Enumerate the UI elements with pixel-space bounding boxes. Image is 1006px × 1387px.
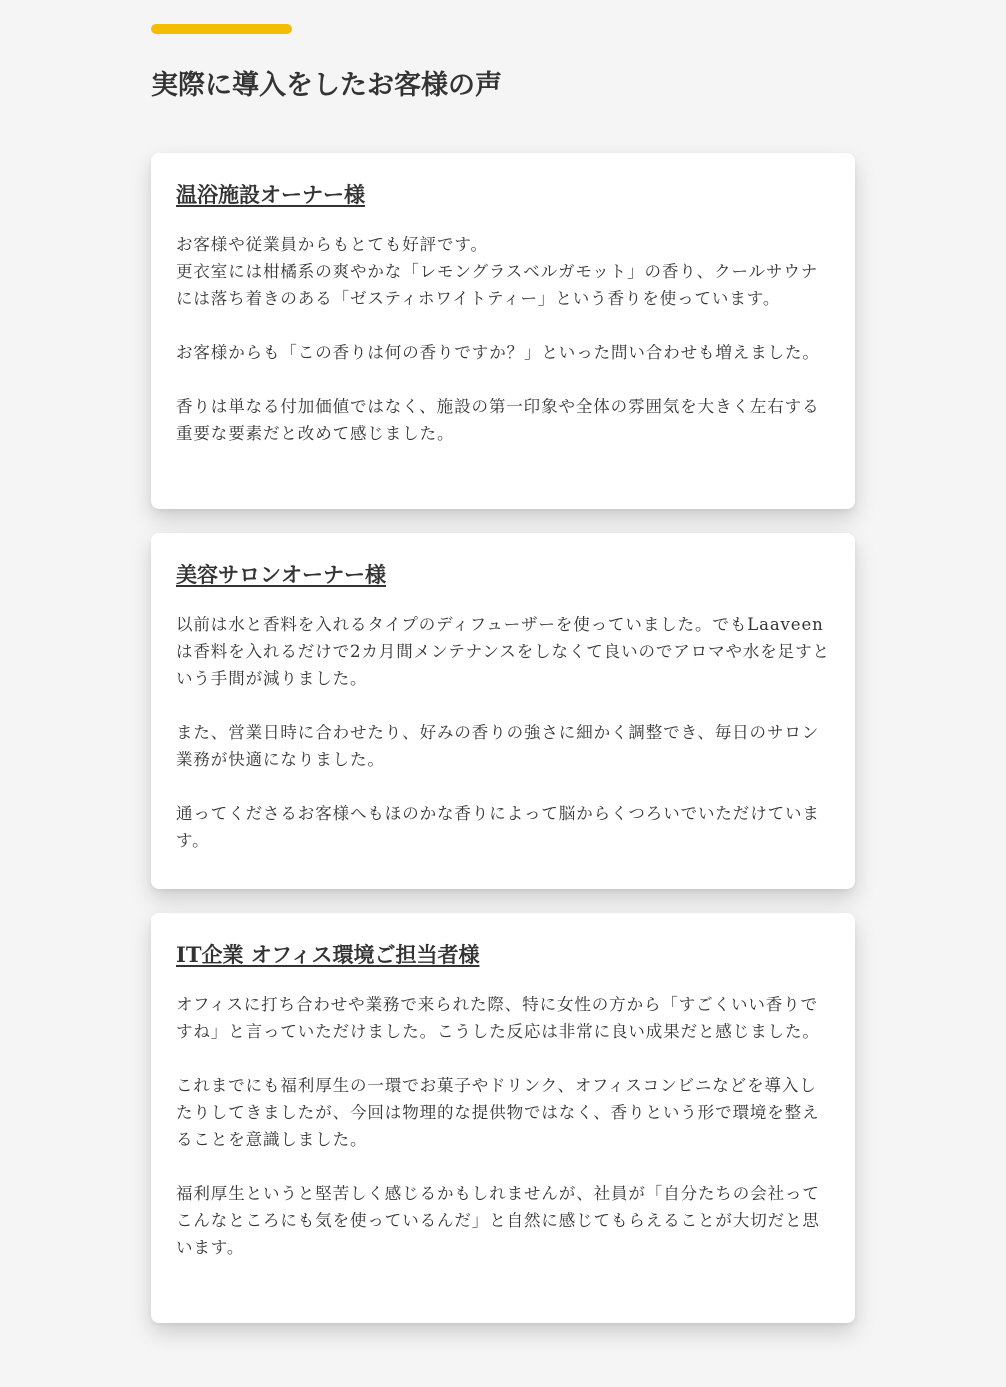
testimonial-paragraph: お客様や従業員からもとても好評です。 更衣室には柑橘系の爽やかな「レモングラスベルガモット」の香り、クールサウナには落ち着きのある「ゼスティホワイトティー」という香りを使っています。 (176, 235, 819, 308)
testimonial-body (176, 611, 830, 854)
testimonial-paragraph: オフィスに打ち合わせや業務で来られた際、特に女性の方から「すごくいい香りですね」と言っていただけました。こうした反応は非常に良い成果だと感じました。 (176, 995, 820, 1041)
testimonial-title: 温浴施設オーナー様 (176, 182, 365, 207)
testimonial-paragraph: お客様からも「この香りは何の香りですか？」といった問い合わせも増えました。 (176, 343, 820, 362)
testimonial-card (151, 913, 855, 1323)
testimonial-paragraph: これまでにも福利厚生の一環でお菓子やドリンク、オフィスコンビニなどを導入したりしてきましたが、今回は物理的な提供物ではなく、香りという形で環境を整えることを意識しました。 (176, 1076, 820, 1149)
testimonial-paragraph: また、営業日時に合わせたり、好みの香りの強さに細かく調整でき、毎日のサロン業務が快適になりました。 (176, 723, 820, 769)
section-accent-bar (151, 24, 292, 34)
testimonial-title: IT企業 オフィス環境ご担当者様 (176, 942, 480, 967)
testimonial-paragraph: 福利厚生というと堅苦しく感じるかもしれませんが、社員が「自分たちの会社ってこんなところにも気を使っているんだ」と自然に感じてもらえることが大切だと思います。 (176, 1184, 820, 1257)
testimonial-paragraph: 以前は水と香料を入れるタイプのディフューザーを使っていました。でもLaaveenは香料を入れるだけで2カ月間メンテナンスをしなくて良いのでアロマや水を足すという手間が減りました。 (176, 615, 830, 688)
testimonial-body (176, 991, 830, 1261)
testimonial-paragraph: 通ってくださるお客様へもほのかな香りによって脳からくつろいでいただけています。 (176, 804, 820, 850)
testimonial-card (151, 153, 855, 509)
testimonial-body (176, 231, 830, 447)
testimonial-paragraph: 香りは単なる付加価値ではなく、施設の第一印象や全体の雰囲気を大きく左右する重要な要素だと改めて感じました。 (176, 397, 820, 443)
section-title: 実際に導入をしたお客様の声 (151, 70, 502, 101)
testimonial-title: 美容サロンオーナー様 (176, 562, 386, 587)
testimonial-card (151, 533, 855, 889)
